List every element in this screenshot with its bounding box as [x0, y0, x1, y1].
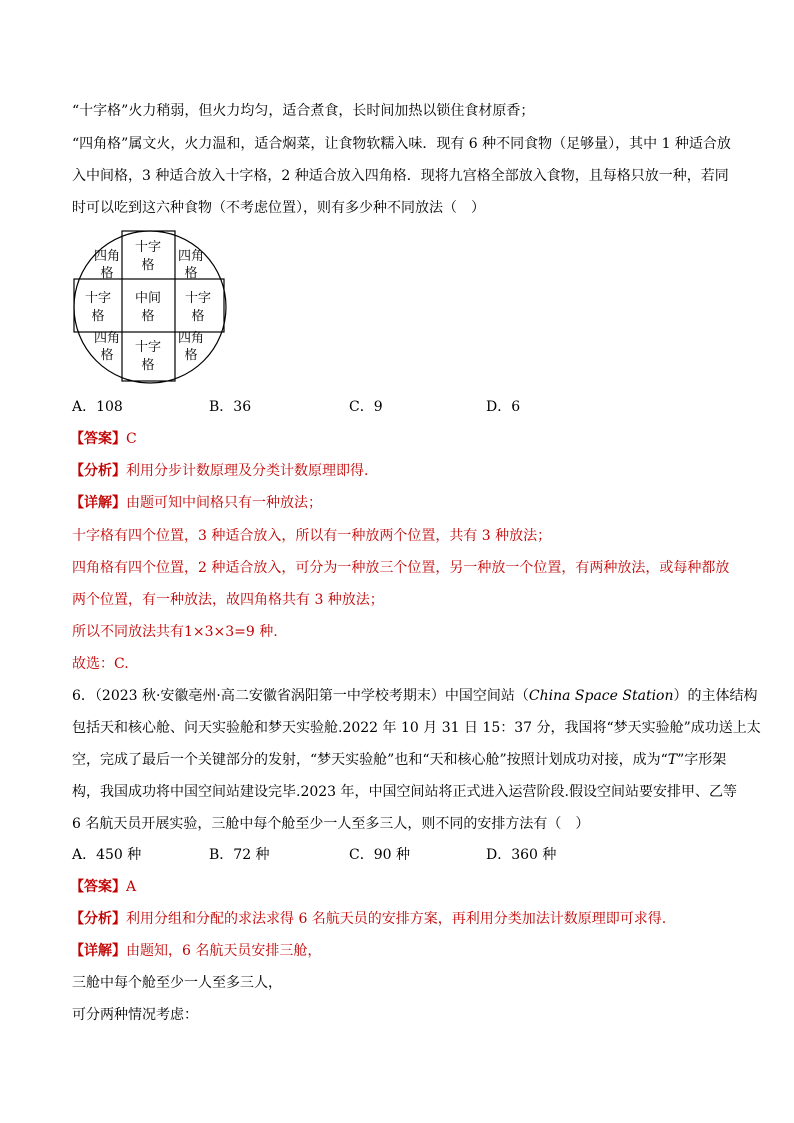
cell-tr-label-2: 格 — [184, 266, 198, 281]
q6-option-b: B．72 种 — [209, 847, 270, 863]
analysis-text: 利用分步计数原理及分类计数原理即得. — [126, 463, 369, 479]
intro-line-2: “四角格”属文火，火力温和，适合焖菜，让食物软糯入味．现有 6 种不同食物（足够量），其中 1 种适合放 — [72, 136, 731, 152]
cell-br-label-2: 格 — [184, 348, 198, 363]
option-c: C．9 — [349, 399, 383, 415]
q6-analysis-line — [70, 909, 666, 929]
q6-answer-line — [70, 877, 136, 897]
cell-tr-label-1: 四角 — [177, 249, 205, 264]
cell-right-label-2: 格 — [191, 309, 205, 324]
cell-bottom-label-1: 十字 — [134, 340, 162, 355]
cell-top-label-2: 格 — [141, 258, 155, 273]
option-b: B．36 — [209, 399, 252, 415]
q6-detail-tag: 【详解】 — [70, 943, 126, 959]
q6-line-3-a: 空，完成了最后一个关键部分的发射，“梦天实验舱”也和“天和核心舱”按照计划成功对接，成为“ — [72, 752, 668, 768]
q6-line-2: 包括天和核心舱、问天实验舱和梦天实验舱.2022 年 10 月 31 日 15：37 分，我国将“梦天实验舱”成功送上太 — [72, 720, 761, 736]
cell-br-label-1: 四角 — [177, 331, 205, 346]
detail-tag: 【详解】 — [70, 495, 126, 511]
cell-tl-label-1: 四角 — [93, 249, 121, 264]
detail-line-1 — [70, 493, 322, 513]
q6-detail-text-1: 由题知，6 名航天员安排三舱， — [126, 943, 322, 959]
cell-center-label-1: 中间 — [134, 291, 162, 306]
intro-line-4: 时可以吃到这六种食物（不考虑位置），则有多少种不同放法（ ） — [72, 200, 485, 216]
q6-answer-tag: 【答案】 — [70, 879, 126, 895]
cell-center-label-2: 格 — [141, 309, 155, 324]
detail-text-1: 由题可知中间格只有一种放法； — [126, 495, 322, 511]
cell-left-label-1: 十字 — [84, 291, 112, 306]
option-a: A．108 — [72, 399, 123, 415]
answer-tag: 【答案】 — [70, 431, 126, 447]
cell-top-label-1: 十字 — [134, 240, 162, 255]
cell-bl-label-2: 格 — [100, 348, 114, 363]
answer-line — [70, 429, 137, 449]
analysis-line — [70, 461, 368, 481]
q6-line-4: 构，我国成功将中国空间站建设完毕.2023 年，中国空间站将正式进入运营阶段.假设空间站要安排甲、乙等 — [72, 784, 737, 800]
q6-line-3 — [72, 750, 726, 770]
q6-option-c: C．90 种 — [349, 847, 410, 863]
q6-analysis-tag: 【分析】 — [70, 911, 126, 927]
intro-line-3: 入中间格，3 种适合放入十字格，2 种适合放入四角格．现将九宫格全部放入食物，且每格只放一种，若同 — [72, 168, 729, 184]
detail-line-2: 十字格有四个位置，3 种适合放入，所以有一种放两个位置，共有 3 种放法； — [72, 528, 552, 544]
q6-english-name: China Space Station — [528, 688, 674, 704]
cell-bl-label-1: 四角 — [93, 331, 121, 346]
cell-bottom-label-2: 格 — [141, 358, 155, 373]
q6-analysis-text: 利用分组和分配的求法求得 6 名航天员的安排方案，再利用分类加法计数原理即可求得. — [126, 911, 667, 927]
cell-tl-label-2: 格 — [100, 266, 114, 281]
analysis-tag: 【分析】 — [70, 463, 126, 479]
q6-detail-line-2: 三舱中每个舱至少一人至多三人， — [72, 975, 282, 991]
detail-line-4: 两个位置，有一种放法，故四角格共有 3 种放法； — [72, 592, 384, 608]
q6-option-a: A．450 种 — [72, 847, 142, 863]
cell-left-label-2: 格 — [91, 309, 105, 324]
q6-answer-value: A — [126, 879, 137, 895]
option-d: D．6 — [486, 399, 521, 415]
q6-line-1 — [72, 686, 758, 706]
nine-grid-figure — [72, 229, 232, 389]
detail-line-3: 四角格有四个位置，2 种适合放入，可分为一种放三个位置，另一种放一个位置，有两种放法，或每种都放 — [72, 560, 730, 576]
q6-option-d: D．360 种 — [486, 847, 557, 863]
q6-detail-line-3: 可分两种情况考虑： — [72, 1007, 198, 1023]
intro-line-1: “十字格”火力稍弱，但火力均匀，适合煮食，长时间加热以锁住食材原香； — [72, 103, 535, 119]
q6-line-1-a: 6．（2023 秋·安徽亳州·高二安徽省涡阳第一中学校考期末）中国空间站（ — [72, 688, 529, 704]
q6-line-1-b: ）的主体结构 — [673, 688, 758, 704]
q6-line-3-b: ”字形架 — [677, 752, 727, 768]
answer-value: C — [126, 431, 137, 447]
q6-line-5: 6 名航天员开展实验，三舱中每个舱至少一人至多三人，则不同的安排方法有（ ） — [72, 816, 590, 832]
q6-letter-t: T — [667, 752, 678, 768]
q6-detail-line-1 — [70, 941, 321, 961]
detail-line-6: 故选：C. — [72, 656, 129, 672]
cell-right-label-1: 十字 — [184, 291, 212, 306]
detail-line-5: 所以不同放法共有1×3×3=9 种. — [72, 624, 278, 640]
